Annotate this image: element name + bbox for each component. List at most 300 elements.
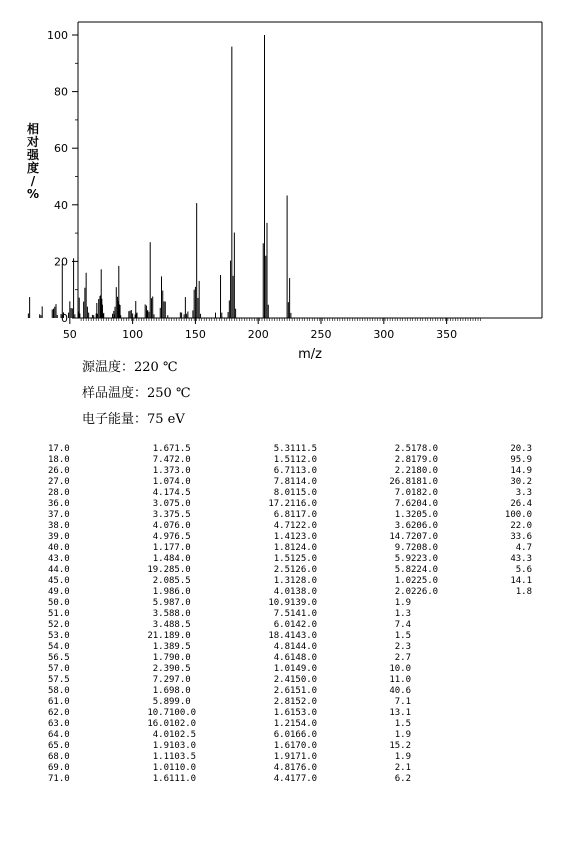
x-tick-labels <box>63 318 457 341</box>
table-row <box>48 719 532 730</box>
peak-intensity: 1.6 <box>273 741 290 751</box>
peak-mz: 74.5 <box>169 488 191 498</box>
peak-intensity: 6.0 <box>273 620 290 630</box>
peak-mz: 224.0 <box>411 565 439 575</box>
peak-mz: 64.0 <box>48 730 70 740</box>
y-tick-label: 100 <box>47 29 68 42</box>
table-row <box>48 730 532 741</box>
peak-mz: 61.0 <box>48 697 70 707</box>
y-tick-label: 80 <box>54 85 68 99</box>
peak-mz: 205.0 <box>411 510 439 520</box>
table-row <box>48 565 532 576</box>
sample-temperature: 样品温度：250 ℃ <box>82 386 191 401</box>
peak-intensity <box>473 697 532 708</box>
peak-mz: 223.0 <box>411 554 439 564</box>
peak-intensity: 7.4 <box>394 620 411 630</box>
peak-intensity <box>473 620 532 631</box>
peak-intensity: 1.3 <box>394 609 411 619</box>
peak-intensity: 10.9 <box>268 598 290 608</box>
peak-mz: 69.0 <box>48 763 70 773</box>
peak-mz: 100.0 <box>169 708 197 718</box>
peak-mz: 40.0 <box>48 543 70 553</box>
peak-mz: 87.0 <box>169 598 191 608</box>
peak-intensity: 1.9 <box>152 741 169 751</box>
peak-mz: 103.0 <box>169 741 197 751</box>
peak-mz <box>411 653 473 664</box>
peak-intensity: 1.5 <box>394 631 411 641</box>
table-row <box>48 554 532 565</box>
peak-intensity: 13.1 <box>389 708 411 718</box>
table-row <box>48 631 532 642</box>
peak-intensity: 5.8 <box>152 697 169 707</box>
peak-mz: 49.0 <box>48 587 70 597</box>
peak-intensity: 7.2 <box>152 675 169 685</box>
peak-mz: 116.0 <box>290 499 318 509</box>
peak-intensity <box>473 686 532 697</box>
peak-mz: 115.0 <box>290 488 318 498</box>
peak-mz: 53.0 <box>48 631 70 641</box>
peak-mz: 27.0 <box>48 477 70 487</box>
peak-intensity: 4.0 <box>273 587 290 597</box>
peak-intensity: 1.5 <box>394 719 411 729</box>
peak-intensity: 4.8 <box>273 642 290 652</box>
peak-mz: 179.0 <box>411 455 439 465</box>
peak-mz: 90.5 <box>169 664 191 674</box>
peak-mz: 123.0 <box>290 532 318 542</box>
peak-intensity: 5.8 <box>394 565 411 575</box>
peak-mz: 88.0 <box>169 609 191 619</box>
y-axis-label-char: 强 <box>26 148 40 162</box>
peak-intensity: 1.8 <box>515 587 532 597</box>
peak-intensity: 5.9 <box>394 554 411 564</box>
peak-mz: 76.5 <box>169 532 191 542</box>
peak-intensity: 1.5 <box>273 455 290 465</box>
peak-mz: 126.0 <box>290 565 318 575</box>
peak-intensity: 1.6 <box>273 708 290 718</box>
spectrum-bars <box>28 35 291 318</box>
peak-intensity: 6.8 <box>273 510 290 520</box>
peak-intensity: 30.2 <box>510 477 532 487</box>
peak-mz: 36.0 <box>48 499 70 509</box>
peak-intensity: 4.1 <box>152 488 169 498</box>
peak-mz <box>411 642 473 653</box>
peak-intensity: 6.2 <box>394 774 411 784</box>
peak-intensity: 4.8 <box>273 763 290 773</box>
peak-intensity: 14.7 <box>389 532 411 542</box>
peak-mz: 154.0 <box>290 719 318 729</box>
peak-mz: 88.5 <box>169 620 191 630</box>
peak-intensity: 5.6 <box>515 565 532 575</box>
peak-mz: 225.0 <box>411 576 439 586</box>
y-tick-label: 60 <box>54 142 68 156</box>
peak-intensity: 1.5 <box>273 554 290 564</box>
peak-intensity: 10.0 <box>389 664 411 674</box>
peak-mz: 38.0 <box>48 521 70 531</box>
peak-intensity: 43.3 <box>510 554 532 564</box>
peak-mz: 208.0 <box>411 543 439 553</box>
peak-intensity: 2.2 <box>394 466 411 476</box>
peak-mz: 102.0 <box>169 719 197 729</box>
peak-mz: 181.0 <box>411 477 439 487</box>
peak-intensity: 1.3 <box>273 576 290 586</box>
peak-mz: 142.0 <box>290 620 318 630</box>
peak-mz <box>411 631 473 642</box>
peak-intensity: 17.2 <box>268 499 290 509</box>
peak-intensity: 1.1 <box>152 543 169 553</box>
peak-mz: 56.5 <box>48 653 70 663</box>
peak-intensity: 2.5 <box>394 444 411 454</box>
peak-intensity: 21.1 <box>147 631 169 641</box>
table-row <box>48 521 532 532</box>
peak-mz: 170.0 <box>290 741 318 751</box>
peak-intensity <box>473 609 532 620</box>
peak-intensity: 6.7 <box>273 466 290 476</box>
peak-mz: 43.0 <box>48 554 70 564</box>
peak-intensity: 3.6 <box>394 521 411 531</box>
peak-mz: 114.0 <box>290 477 318 487</box>
peak-intensity: 7.8 <box>273 477 290 487</box>
x-tick-label: 250 <box>310 328 332 341</box>
peak-intensity: 1.9 <box>394 730 411 740</box>
peak-mz: 57.0 <box>48 664 70 674</box>
peak-intensity: 3.3 <box>152 510 169 520</box>
peak-intensity: 2.3 <box>152 664 169 674</box>
peak-intensity: 1.3 <box>152 466 169 476</box>
peak-mz: 63.0 <box>48 719 70 729</box>
peak-intensity: 4.0 <box>152 730 169 740</box>
peak-mz: 141.0 <box>290 609 318 619</box>
peak-mz: 76.0 <box>169 521 191 531</box>
peak-intensity <box>473 598 532 609</box>
peak-intensity: 4.0 <box>152 521 169 531</box>
peak-mz: 89.5 <box>169 642 191 652</box>
x-tick-label: 50 <box>62 328 77 341</box>
peak-intensity: 1.0 <box>152 763 169 773</box>
peak-mz: 77.0 <box>169 543 191 553</box>
y-axis-label-char: % <box>26 187 40 201</box>
peak-mz: 178.0 <box>411 444 439 454</box>
peak-mz: 44.0 <box>48 565 70 575</box>
peak-mz: 111.5 <box>290 444 318 454</box>
peak-mz: 58.0 <box>48 686 70 696</box>
peak-mz <box>411 697 473 708</box>
peak-intensity: 1.1 <box>152 752 169 762</box>
peak-mz: 71.5 <box>169 444 191 454</box>
y-axis-label-char: 对 <box>26 135 40 149</box>
table-row <box>48 774 532 785</box>
peak-intensity: 5.9 <box>152 598 169 608</box>
y-tick-label: 40 <box>54 198 68 212</box>
peak-mz: 226.0 <box>411 587 439 597</box>
peak-intensity <box>473 741 532 752</box>
peak-intensity: 26.8 <box>389 477 411 487</box>
peak-intensity <box>473 664 532 675</box>
peak-mz <box>411 752 473 763</box>
peak-intensity: 3.0 <box>152 499 169 509</box>
peak-intensity: 1.6 <box>152 686 169 696</box>
peak-intensity: 2.7 <box>394 653 411 663</box>
peak-mz: 128.0 <box>290 576 318 586</box>
table-row <box>48 686 532 697</box>
peak-intensity: 4.9 <box>152 532 169 542</box>
table-row <box>48 576 532 587</box>
table-row <box>48 697 532 708</box>
peak-intensity: 19.2 <box>147 565 169 575</box>
peak-intensity: 20.3 <box>510 444 532 454</box>
y-tick-label: 20 <box>54 255 68 269</box>
peak-intensity <box>473 675 532 686</box>
peak-mz: 153.0 <box>290 708 318 718</box>
peak-intensity: 10.7 <box>147 708 169 718</box>
peak-mz: 177.0 <box>290 774 318 784</box>
y-axis-label-char: / <box>30 174 36 188</box>
peak-mz: 122.0 <box>290 521 318 531</box>
peak-mz: 17.0 <box>48 444 70 454</box>
peak-mz: 117.0 <box>290 510 318 520</box>
peak-intensity: 11.0 <box>389 675 411 685</box>
peak-mz: 51.0 <box>48 609 70 619</box>
peak-mz: 57.5 <box>48 675 70 685</box>
peak-mz <box>411 708 473 719</box>
table-row <box>48 752 532 763</box>
peak-intensity: 2.0 <box>152 576 169 586</box>
peak-intensity <box>473 708 532 719</box>
peak-mz: 166.0 <box>290 730 318 740</box>
x-tick-label: 100 <box>122 328 144 341</box>
x-tick-label: 200 <box>247 328 269 341</box>
peak-intensity: 2.0 <box>394 587 411 597</box>
table-row <box>48 532 532 543</box>
peak-intensity: 1.7 <box>152 653 169 663</box>
peak-intensity: 1.9 <box>273 752 290 762</box>
peak-mz: 75.0 <box>169 499 191 509</box>
peak-mz: 28.0 <box>48 488 70 498</box>
peak-intensity: 7.6 <box>394 499 411 509</box>
peak-intensity <box>473 642 532 653</box>
y-axis-label-char: 度 <box>26 161 40 175</box>
peak-mz: 54.0 <box>48 642 70 652</box>
table-row <box>48 444 532 455</box>
peak-mz: 85.5 <box>169 576 191 586</box>
peak-mz <box>411 730 473 741</box>
table-row <box>48 708 532 719</box>
peak-mz: 89.0 <box>169 631 191 641</box>
peak-mz <box>411 686 473 697</box>
peak-mz: 68.0 <box>48 752 70 762</box>
peak-intensity <box>473 774 532 785</box>
table-row <box>48 675 532 686</box>
peak-mz: 90.0 <box>169 653 191 663</box>
peak-mz: 143.0 <box>290 631 318 641</box>
table-row <box>48 664 532 675</box>
peak-intensity: 1.9 <box>394 752 411 762</box>
peak-mz: 112.0 <box>290 455 318 465</box>
peak-mz: 110.0 <box>169 763 197 773</box>
peak-mz: 85.0 <box>169 565 191 575</box>
peak-mz: 171.0 <box>290 752 318 762</box>
peak-intensity: 2.4 <box>273 675 290 685</box>
peak-intensity <box>473 631 532 642</box>
peak-intensity: 1.9 <box>394 598 411 608</box>
table-row <box>48 499 532 510</box>
peak-mz: 50.0 <box>48 598 70 608</box>
peak-mz: 73.0 <box>169 466 191 476</box>
peak-intensity: 7.1 <box>394 697 411 707</box>
peak-mz: 149.0 <box>290 664 318 674</box>
peak-table <box>48 444 532 785</box>
peak-intensity: 16.0 <box>147 719 169 729</box>
peak-intensity: 3.5 <box>152 609 169 619</box>
peak-intensity <box>473 752 532 763</box>
peak-mz: 84.0 <box>169 554 191 564</box>
peak-mz: 151.0 <box>290 686 318 696</box>
peak-intensity: 4.4 <box>273 774 290 784</box>
peak-mz: 45.0 <box>48 576 70 586</box>
peak-mz: 207.0 <box>411 532 439 542</box>
source-temperature: 源温度：220 ℃ <box>82 360 178 375</box>
peak-mz: 26.0 <box>48 466 70 476</box>
peak-mz: 52.0 <box>48 620 70 630</box>
peak-mz <box>411 763 473 774</box>
table-row <box>48 609 532 620</box>
peak-mz: 182.0 <box>411 488 439 498</box>
peak-intensity: 15.2 <box>389 741 411 751</box>
peak-mz: 125.0 <box>290 554 318 564</box>
peak-mz: 18.0 <box>48 455 70 465</box>
peak-intensity: 1.9 <box>152 587 169 597</box>
table-row <box>48 642 532 653</box>
peak-intensity: 2.8 <box>394 455 411 465</box>
table-row <box>48 653 532 664</box>
peak-mz: 139.0 <box>290 598 318 608</box>
x-tick-label: 300 <box>373 328 395 341</box>
peak-intensity <box>473 730 532 741</box>
peak-intensity: 100.0 <box>504 510 532 520</box>
peak-mz <box>411 609 473 620</box>
peak-mz: 103.5 <box>169 752 197 762</box>
peak-mz <box>411 675 473 686</box>
peak-mz: 71.0 <box>48 774 70 784</box>
peak-intensity: 4.6 <box>273 653 290 663</box>
peak-mz: 86.0 <box>169 587 191 597</box>
peak-intensity: 7.4 <box>152 455 169 465</box>
electron-energy: 电子能量：75 eV <box>82 412 185 427</box>
peak-intensity: 2.3 <box>394 642 411 652</box>
table-row <box>48 466 532 477</box>
peak-intensity: 18.4 <box>268 631 290 641</box>
peak-intensity: 40.6 <box>389 686 411 696</box>
peak-mz <box>411 719 473 730</box>
peak-intensity <box>473 719 532 730</box>
peak-intensity: 1.0 <box>273 664 290 674</box>
peak-intensity: 3.4 <box>152 620 169 630</box>
peak-intensity: 3.3 <box>515 488 532 498</box>
table-row <box>48 620 532 631</box>
peak-intensity: 1.6 <box>152 444 169 454</box>
peak-mz: 98.0 <box>169 686 191 696</box>
peak-mz: 206.0 <box>411 521 439 531</box>
peak-mz: 124.0 <box>290 543 318 553</box>
peak-mz: 65.0 <box>48 741 70 751</box>
axes <box>78 22 542 318</box>
peak-intensity: 8.0 <box>273 488 290 498</box>
peak-mz: 74.0 <box>169 477 191 487</box>
peak-mz: 39.0 <box>48 532 70 542</box>
peak-mz: 144.0 <box>290 642 318 652</box>
peak-intensity: 1.3 <box>394 510 411 520</box>
peak-intensity <box>473 653 532 664</box>
peak-intensity: 1.3 <box>152 642 169 652</box>
peak-intensity: 9.7 <box>394 543 411 553</box>
peak-mz: 72.0 <box>169 455 191 465</box>
peak-mz: 148.0 <box>290 653 318 663</box>
peak-intensity: 5.3 <box>273 444 290 454</box>
y-axis-label <box>26 121 40 201</box>
table-row <box>48 455 532 466</box>
peak-mz: 111.0 <box>169 774 197 784</box>
table-row <box>48 510 532 521</box>
peak-intensity: 26.4 <box>510 499 532 509</box>
peak-intensity: 6.0 <box>273 730 290 740</box>
peak-intensity: 33.6 <box>510 532 532 542</box>
peak-intensity: 14.1 <box>510 576 532 586</box>
table-row <box>48 741 532 752</box>
peak-mz: 180.0 <box>411 466 439 476</box>
peak-mz <box>411 774 473 785</box>
peak-mz: 204.0 <box>411 499 439 509</box>
x-axis-label: m/z <box>298 347 322 362</box>
peak-intensity: 1.0 <box>394 576 411 586</box>
peak-intensity <box>473 763 532 774</box>
peak-intensity: 1.4 <box>273 532 290 542</box>
peak-mz <box>411 598 473 609</box>
peak-intensity: 4.7 <box>515 543 532 553</box>
table-row <box>48 598 532 609</box>
peak-intensity: 95.9 <box>510 455 532 465</box>
peak-intensity: 2.6 <box>273 686 290 696</box>
peak-intensity: 22.0 <box>510 521 532 531</box>
peak-intensity: 1.2 <box>273 719 290 729</box>
y-axis-label-char: 相 <box>26 122 40 136</box>
table-row <box>48 763 532 774</box>
table-row <box>48 587 532 598</box>
peak-mz <box>411 741 473 752</box>
mass-spectrum-chart <box>0 0 570 362</box>
peak-mz: 99.0 <box>169 697 191 707</box>
peak-mz: 150.0 <box>290 675 318 685</box>
peak-mz: 62.0 <box>48 708 70 718</box>
x-tick-label: 150 <box>184 328 206 341</box>
peak-intensity: 2.5 <box>273 565 290 575</box>
peak-mz: 97.0 <box>169 675 191 685</box>
y-tick-label: 0 <box>61 312 68 325</box>
peak-intensity: 1.0 <box>152 477 169 487</box>
peak-mz: 152.0 <box>290 697 318 707</box>
peak-intensity: 7.5 <box>273 609 290 619</box>
peak-intensity: 4.7 <box>273 521 290 531</box>
table-row <box>48 488 532 499</box>
table-row <box>48 477 532 488</box>
peak-intensity: 1.4 <box>152 554 169 564</box>
x-tick-label: 350 <box>436 328 458 341</box>
peak-mz <box>411 620 473 631</box>
peak-mz: 176.0 <box>290 763 318 773</box>
peak-intensity: 2.1 <box>394 763 411 773</box>
peak-intensity: 7.0 <box>394 488 411 498</box>
peak-mz: 37.0 <box>48 510 70 520</box>
peak-mz: 102.5 <box>169 730 197 740</box>
peak-intensity: 1.6 <box>152 774 169 784</box>
